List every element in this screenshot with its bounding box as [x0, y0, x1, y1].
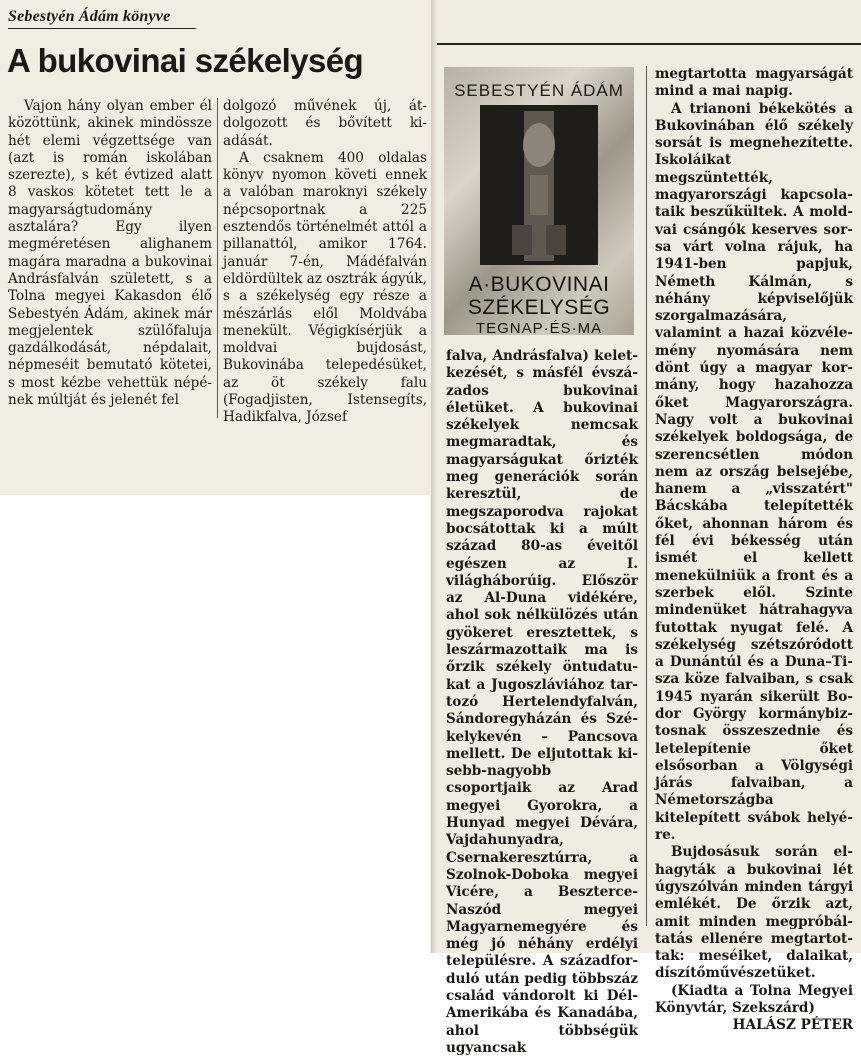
book-cover-image [444, 67, 634, 335]
headline: A bukovinai székelység [7, 42, 364, 79]
fold-shadow [431, 0, 437, 953]
col3-paragraph-1: falva, Andrásfalva) keletkezését, s másfél évszázados bukovinai életüket. A bukovinai székelyek nemcsak megmaradtak, és magyarságukat őrizték meg generációk során keresztül, de megszaporodva rajokat bocsátottak ki a múlt század 80-as éveitől egészen az I. világháborúig. Először az Al-Duna vidékére, ahol sok nélkülözés után gyökeret eresztettek, s leszármazottaik ma is őrzik székely öntudatukat a Jugoszláviához tartozó Hertelendyfalván, Sándoregyházán és Székelykevén – Pancsova mellett. De eljutottak kisebb-nagyobb csoportjaik az Arad megyei Gyorokra, a Hunyad megyei Dévára, Vajdahunyadra, Csernakeresztúrra, a Szolnok-Doboka megyei Vicére, a Beszterce-Naszód megyei Magyarnemegyére és még jó néhány erdélyi településre. A századforduló után pedig többszáz család vándorolt ki Dél-Amerikába és Kanadába, ahol többségük ugyancsak [446, 348, 638, 1056]
column-2 [223, 98, 427, 427]
col2-paragraph-1: dolgozó művének új, átdolgozott és bővített kiadását. [223, 98, 427, 149]
column-rule-1 [217, 98, 218, 418]
cover-carved-post-photo [480, 105, 598, 265]
column-rule-3 [646, 66, 647, 926]
col1-paragraph-1: Vajon hány olyan ember él közöttünk, akinek mindössze hét elemi végzettsége van (azt is román iskolában szerezte), s két évtized alatt 8 vaskos kötetet tett le a magyarságtudomány asztalára? Egy ilyen megméretésen alighanem magára maradna a bukovinai Andrásfalván született, s a Tolna megyei Kakasdon élő Sebestyén Ádám, akinek már megjelentek szülőfaluja gazdálkodását, népdalait, népmeséit bemutató kötetei, s most kézbe vehettük népének múltját és jelenét fel [8, 98, 212, 409]
column-3 [446, 348, 638, 1057]
cover-author: SEBESTYÉN ÁDÁM [454, 81, 624, 100]
top-rule [437, 43, 861, 45]
cover-title-line-3: TEGNAP·ÉS·MA [475, 320, 603, 335]
kicker: Sebestyén Ádám könyve [8, 8, 196, 29]
cover-title-line-2: SZÉKELYSÉG [467, 296, 611, 319]
col4-paragraph-2: A trianoni békekötés a Bukovinában élő székely sorsát is megnehezítette. Iskoláikat megszüntették, magyarországi kapcsolataik beszűkültek. A moldvai csángók keserves sorsa várt volna rájuk, ha 1941-ben papjuk, Németh Kálmán, s néhány képviselőjük szorgalmazására, valamint a hazai közvélemény nyomására nem dönt úgy a magyar kormány, hogy hazahozza őket Magyarországra. Nagy volt a bukovinai székelyek boldogsága, de szerencsétlen módon nem az ország belsejébe, hanem a „visszatért" Bácskába telepítették őket, ahonnan három és fél évi békesség után ismét el kellett menekülniük a front és a szerbek elől. Szinte mindenüket hátrahagyva futottak nyugat felé. A székelység szétszóródott a Dunántúl és a Duna–Tisza köze falvaiban, s csak 1945 nyarán sikerült Bodor György kormánybiztosnak összeszednie és letelepítenie őket elsősorban a Völgységi járás falvaiban, a Németországba kitelepített svábok helyére. [655, 100, 853, 844]
column-4 [655, 66, 853, 1035]
column-1 [8, 98, 212, 409]
author-credit: HALÁSZ PÉTER [732, 1017, 853, 1034]
cover-title-line-1: A·BUKOVINAI [468, 273, 610, 296]
col4-paragraph-1: megtartotta magyarságát mind a mai napig. [655, 66, 853, 100]
col4-paragraph-4: (Kiadta a Tolna Megyei Könyvtár, Szekszárd) [655, 982, 853, 1017]
col4-paragraph-3: Bujdosásuk során elhagyták a bukovinai lét úgyszólván minden tárgyi emlékét. De őrzik azt, amit minden megpróbáltatás ellenére megtartottak: meséiket, dalaikat, díszítőművészetüket. [655, 844, 853, 982]
col2-paragraph-2: A csaknem 400 oldalas könyv nyomon követi ennek a valóban maroknyi székely népcsoportnak a 225 esztendős történelmét attól a pillanattól, amikor 1764. január 7-én, Mádéfalván eldördültek az osztrák ágyúk, s a székelység egy része a mészárlás elől Moldvába menekült. Végigkísérjük a moldvai bujdosást, Bukovinába telepedésüket, az öt székely falu (Fogadjisten, Istensegíts, Hadikfalva, József [223, 149, 427, 426]
